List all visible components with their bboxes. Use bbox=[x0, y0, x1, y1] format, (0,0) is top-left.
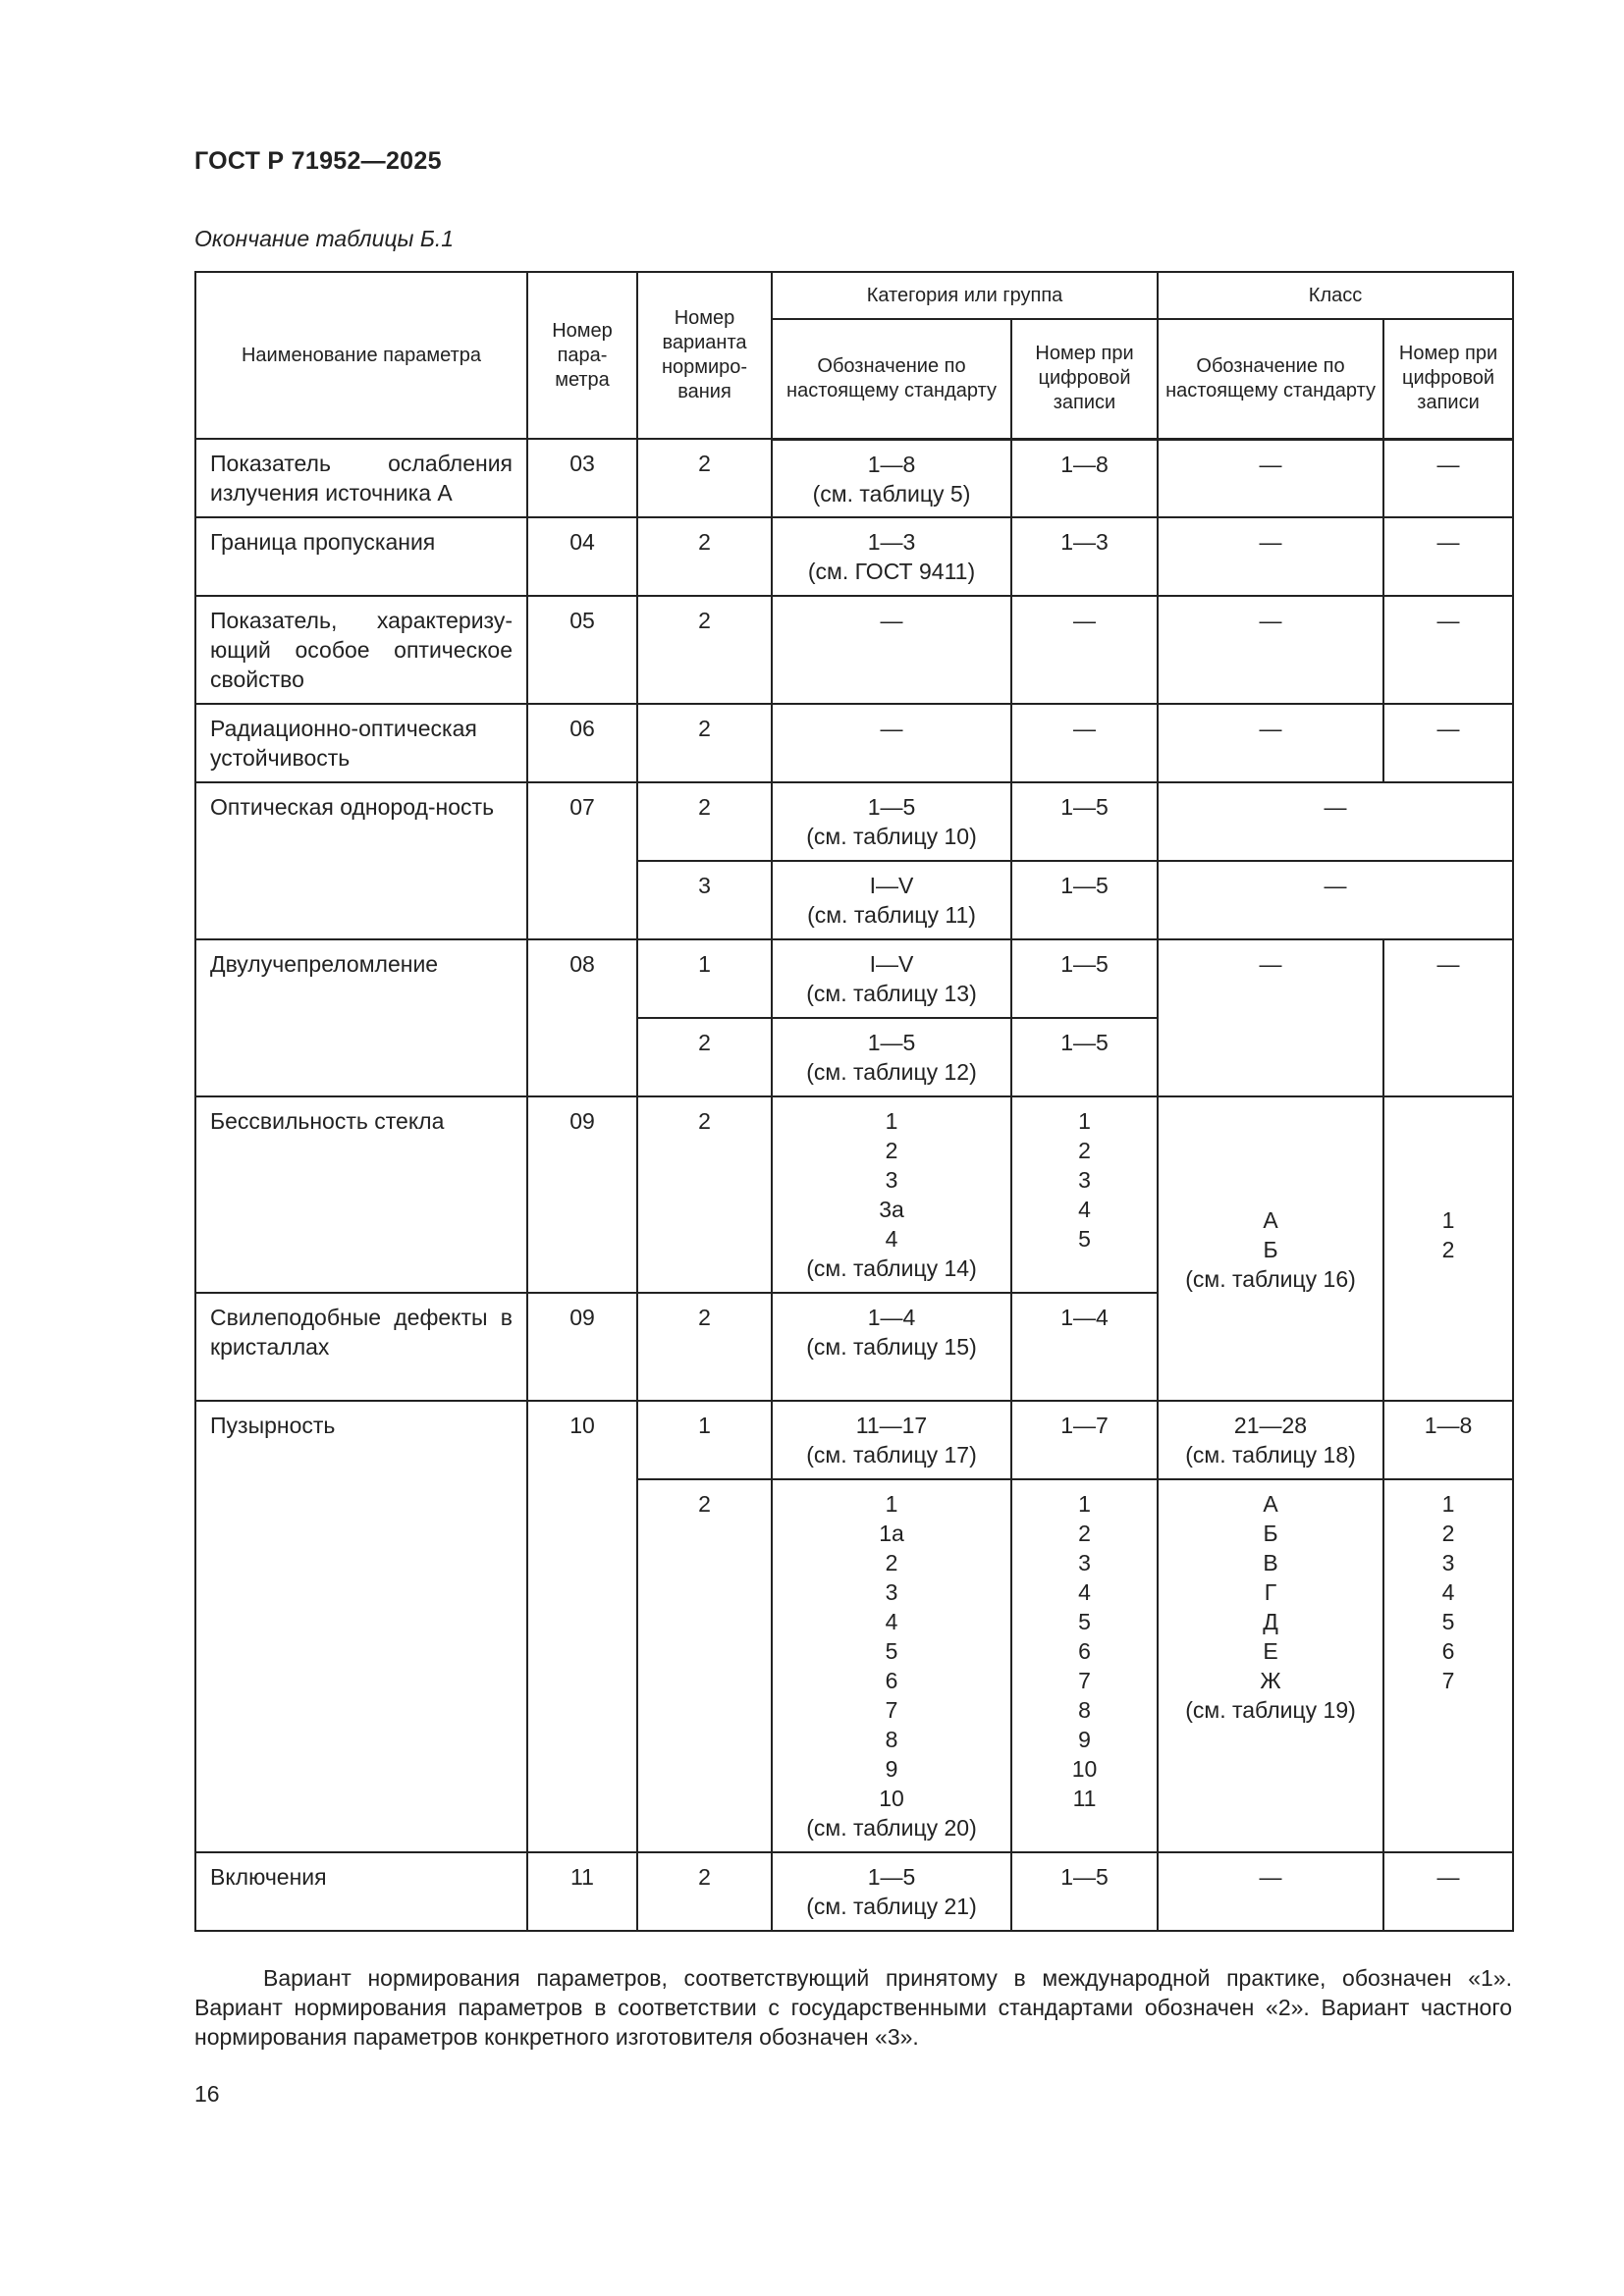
cell-line: А bbox=[1263, 1491, 1278, 1517]
cell-line: 5 bbox=[1078, 1226, 1091, 1252]
variant-cell: 2 bbox=[637, 1096, 772, 1293]
class-designation-cell: — bbox=[1158, 439, 1383, 517]
cell-line: 2 bbox=[1078, 1521, 1091, 1546]
class-merged-cell: — bbox=[1158, 861, 1513, 939]
param-number-cell: 08 bbox=[527, 939, 637, 1096]
cell-line: 3 bbox=[885, 1167, 898, 1193]
table-row bbox=[195, 782, 1513, 861]
class-designation-cell: — bbox=[1158, 1852, 1383, 1931]
category-digital-cell: — bbox=[1011, 704, 1158, 782]
param-number-cell: 09 bbox=[527, 1096, 637, 1293]
class-digital-cell: 1—8 bbox=[1383, 1401, 1513, 1479]
param-number-cell: 10 bbox=[527, 1401, 637, 1852]
cell-line: (см. таблицу 10) bbox=[806, 824, 977, 849]
param-number-cell: 07 bbox=[527, 782, 637, 939]
class-designation-cell bbox=[1158, 1479, 1383, 1852]
cell-line: 1 bbox=[885, 1108, 898, 1134]
param-number-cell: 03 bbox=[527, 439, 637, 517]
category-digital-cell: 1—5 bbox=[1011, 782, 1158, 861]
header-category-digital: Номер при цифровой записи bbox=[1011, 319, 1158, 439]
param-name-cell: Радиационно-оптическая устойчивость bbox=[195, 704, 527, 782]
cell-line: 10 bbox=[879, 1786, 904, 1811]
cell-line: 8 bbox=[885, 1727, 898, 1752]
cell-line: 3 bbox=[1441, 1550, 1455, 1575]
cell-line: В bbox=[1263, 1550, 1278, 1575]
header-param-number: Номер пара-метра bbox=[527, 272, 637, 439]
param-number-cell: 05 bbox=[527, 596, 637, 704]
variant-cell: 2 bbox=[637, 704, 772, 782]
class-digital-cell bbox=[1383, 1096, 1513, 1401]
param-name-cell: Свилеподобные дефекты в кристаллах bbox=[195, 1293, 527, 1401]
category-digital-cell: 1—5 bbox=[1011, 1852, 1158, 1931]
variant-cell: 2 bbox=[637, 1293, 772, 1401]
cell-line: 7 bbox=[1441, 1668, 1455, 1693]
category-digital-cell: 1—4 bbox=[1011, 1293, 1158, 1401]
header-category-designation: Обозначение по настоящему стандарту bbox=[772, 319, 1011, 439]
cell-line: 1—5 bbox=[867, 1030, 916, 1055]
cell-line: 8 bbox=[1078, 1697, 1091, 1723]
variant-cell: 1 bbox=[637, 1401, 772, 1479]
param-number-cell: 11 bbox=[527, 1852, 637, 1931]
variant-cell: 2 bbox=[637, 1018, 772, 1096]
category-designation-cell bbox=[772, 1096, 1011, 1293]
variant-cell: 2 bbox=[637, 517, 772, 596]
cell-line: 2 bbox=[885, 1550, 898, 1575]
class-digital-cell: — bbox=[1383, 517, 1513, 596]
variant-cell: 1 bbox=[637, 939, 772, 1018]
cell-line: 1 bbox=[885, 1491, 898, 1517]
param-name-cell: Оптическая однород-ность bbox=[195, 782, 527, 939]
cell-line: 7 bbox=[1078, 1668, 1091, 1693]
category-designation-cell bbox=[772, 1293, 1011, 1401]
header-param-name: Наименование параметра bbox=[195, 272, 527, 439]
cell-line: (см. таблицу 15) bbox=[806, 1334, 977, 1360]
param-name-cell: Пузырность bbox=[195, 1401, 527, 1852]
cell-line: (см. таблицу 21) bbox=[806, 1894, 977, 1919]
cell-line: 1—5 bbox=[867, 1864, 916, 1890]
param-name-cell: Показатель, характеризу-ющий особое оптическое свойство bbox=[195, 596, 527, 704]
category-digital-cell: — bbox=[1011, 596, 1158, 704]
cell-line: (см. таблицу 16) bbox=[1185, 1265, 1356, 1292]
category-designation-cell bbox=[772, 861, 1011, 939]
cell-line: 1—4 bbox=[867, 1305, 916, 1330]
cell-line: 2 bbox=[1078, 1138, 1091, 1163]
cell-line: (см. таблицу 13) bbox=[806, 981, 977, 1006]
category-designation-cell bbox=[772, 1018, 1011, 1096]
cell-line: 3а bbox=[879, 1197, 904, 1222]
table-row bbox=[195, 596, 1513, 704]
cell-line: А bbox=[1263, 1206, 1278, 1233]
category-designation-cell bbox=[772, 939, 1011, 1018]
cell-line: 4 bbox=[1078, 1579, 1091, 1605]
cell-line: 5 bbox=[885, 1638, 898, 1664]
header-class: Класс bbox=[1158, 272, 1513, 319]
cell-line: 3 bbox=[1078, 1550, 1091, 1575]
cell-line: Ж bbox=[1260, 1668, 1281, 1693]
cell-line: 2 bbox=[885, 1138, 898, 1163]
category-designation-cell bbox=[772, 517, 1011, 596]
cell-line: 1—5 bbox=[867, 794, 916, 820]
variant-cell: 2 bbox=[637, 1852, 772, 1931]
class-digital-cell bbox=[1383, 1479, 1513, 1852]
cell-line: (см. таблицу 12) bbox=[806, 1059, 977, 1085]
class-designation-cell: — bbox=[1158, 939, 1383, 1096]
variant-cell: 3 bbox=[637, 861, 772, 939]
cell-line: 4 bbox=[1078, 1197, 1091, 1222]
class-designation-cell bbox=[1158, 1401, 1383, 1479]
class-digital-cell: — bbox=[1383, 439, 1513, 517]
variant-cell: 2 bbox=[637, 596, 772, 704]
cell-line: I—V bbox=[869, 951, 914, 977]
cell-line: 6 bbox=[1441, 1638, 1455, 1664]
category-designation-cell bbox=[772, 1479, 1011, 1852]
cell-line: (см. таблицу 17) bbox=[806, 1442, 977, 1468]
cell-line: I—V bbox=[869, 873, 914, 898]
category-digital-cell: 1—7 bbox=[1011, 1401, 1158, 1479]
cell-line: 4 bbox=[885, 1609, 898, 1634]
table-body bbox=[195, 439, 1513, 1931]
param-name-cell: Показатель ослабления излучения источника А bbox=[195, 439, 527, 517]
table-header bbox=[195, 272, 1513, 439]
category-designation-cell bbox=[772, 1852, 1011, 1931]
variant-cell: 2 bbox=[637, 439, 772, 517]
category-digital-cell: 1—5 bbox=[1011, 861, 1158, 939]
category-digital-cell: 1—8 bbox=[1011, 439, 1158, 517]
cell-line: 1 bbox=[1441, 1206, 1455, 1233]
cell-line: 1—8 bbox=[867, 451, 916, 477]
category-digital-cell bbox=[1011, 1479, 1158, 1852]
cell-line: 5 bbox=[1078, 1609, 1091, 1634]
category-designation-cell bbox=[772, 1401, 1011, 1479]
header-class-digital: Номер при цифровой записи bbox=[1383, 319, 1513, 439]
cell-line: 2 bbox=[1441, 1236, 1455, 1262]
class-designation-cell bbox=[1158, 1096, 1383, 1401]
cell-line: 4 bbox=[885, 1226, 898, 1252]
document-header: ГОСТ Р 71952—2025 bbox=[194, 147, 442, 175]
header-variant-number: Номер варианта нормиро-вания bbox=[637, 272, 772, 439]
cell-line: 9 bbox=[1078, 1727, 1091, 1752]
param-name-cell: Двулучепреломление bbox=[195, 939, 527, 1096]
category-digital-cell: 1—5 bbox=[1011, 1018, 1158, 1096]
category-designation-cell bbox=[772, 782, 1011, 861]
cell-line: 21—28 bbox=[1233, 1413, 1308, 1438]
class-digital-cell: — bbox=[1383, 1852, 1513, 1931]
cell-line: 3 bbox=[1078, 1167, 1091, 1193]
cell-line: 7 bbox=[885, 1697, 898, 1723]
cell-line: Д bbox=[1263, 1609, 1278, 1634]
param-name-cell: Включения bbox=[195, 1852, 527, 1931]
cell-line: (см. ГОСТ 9411) bbox=[807, 559, 976, 584]
param-number-cell: 04 bbox=[527, 517, 637, 596]
category-designation-cell: — bbox=[772, 596, 1011, 704]
param-number-cell: 06 bbox=[527, 704, 637, 782]
table-row bbox=[195, 1401, 1513, 1479]
cell-line: (см. таблицу 5) bbox=[812, 480, 971, 507]
cell-line: 2 bbox=[1441, 1521, 1455, 1546]
category-designation-cell bbox=[772, 439, 1011, 517]
explanatory-note bbox=[194, 1963, 1512, 2052]
class-digital-cell: — bbox=[1383, 704, 1513, 782]
category-digital-cell: 1—5 bbox=[1011, 939, 1158, 1018]
table-row bbox=[195, 704, 1513, 782]
cell-line: 1 bbox=[1441, 1491, 1455, 1517]
variant-cell: 2 bbox=[637, 1479, 772, 1852]
class-digital-cell: — bbox=[1383, 596, 1513, 704]
variant-cell: 2 bbox=[637, 782, 772, 861]
param-name-cell: Граница пропускания bbox=[195, 517, 527, 596]
class-designation-cell: — bbox=[1158, 704, 1383, 782]
header-class-designation: Обозначение по настоящему стандарту bbox=[1158, 319, 1383, 439]
cell-line: Г bbox=[1264, 1579, 1277, 1605]
table-caption: Окончание таблицы Б.1 bbox=[194, 226, 455, 251]
cell-line: 9 bbox=[885, 1756, 898, 1782]
cell-line: (см. таблицу 20) bbox=[806, 1815, 977, 1841]
cell-line: 1 bbox=[1078, 1108, 1091, 1134]
table-row bbox=[195, 1852, 1513, 1931]
cell-line: 6 bbox=[1078, 1638, 1091, 1664]
param-number-cell: 09 bbox=[527, 1293, 637, 1401]
note-paragraph: Вариант нормирования параметров, соответствующий принятому в международной практике, обозначен «1». Вариант нормирования параметров в соответствии с государственными стандартами обозначен «2». Вариант частного нормирования параметров конкретного изготовителя обозначен «3». bbox=[194, 1965, 1512, 2050]
cell-line: (см. таблицу 14) bbox=[806, 1255, 977, 1281]
class-designation-cell: — bbox=[1158, 596, 1383, 704]
cell-line: (см. таблицу 19) bbox=[1185, 1697, 1356, 1723]
cell-line: 1—3 bbox=[867, 529, 916, 555]
cell-line: 10 bbox=[1071, 1756, 1098, 1782]
cell-line: (см. таблицу 11) bbox=[807, 902, 976, 928]
table-row bbox=[195, 1096, 1513, 1293]
cell-line: (см. таблицу 18) bbox=[1185, 1442, 1356, 1468]
class-merged-cell: — bbox=[1158, 782, 1513, 861]
cell-line: 1 bbox=[1078, 1491, 1091, 1517]
cell-line: Б bbox=[1263, 1521, 1278, 1546]
category-designation-cell: — bbox=[772, 704, 1011, 782]
cell-line: Е bbox=[1263, 1638, 1278, 1664]
cell-line: Б bbox=[1263, 1236, 1278, 1262]
class-digital-cell: — bbox=[1383, 939, 1513, 1096]
category-digital-cell bbox=[1011, 1096, 1158, 1293]
table-row bbox=[195, 517, 1513, 596]
table-row bbox=[195, 939, 1513, 1018]
param-name-cell: Бессвильность стекла bbox=[195, 1096, 527, 1293]
category-digital-cell: 1—3 bbox=[1011, 517, 1158, 596]
cell-line: 11—17 bbox=[855, 1413, 928, 1438]
parameters-table bbox=[194, 271, 1514, 1932]
header-category-group: Категория или группа bbox=[772, 272, 1158, 319]
cell-line: 3 bbox=[885, 1579, 898, 1605]
class-designation-cell: — bbox=[1158, 517, 1383, 596]
cell-line: 1а bbox=[879, 1521, 904, 1546]
cell-line: 11 bbox=[1072, 1786, 1097, 1811]
cell-line: 6 bbox=[885, 1668, 898, 1693]
cell-line: 4 bbox=[1441, 1579, 1455, 1605]
table-row bbox=[195, 439, 1513, 517]
page-number: 16 bbox=[194, 2081, 220, 2107]
cell-line: 5 bbox=[1441, 1609, 1455, 1634]
